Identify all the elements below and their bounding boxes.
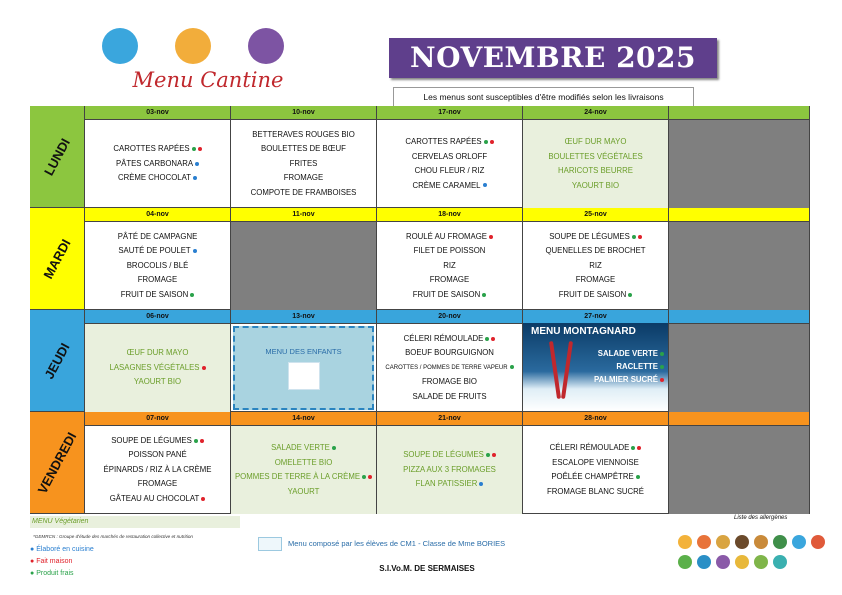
- red-dot-icon: [492, 453, 496, 457]
- date-label: 10-nov: [231, 106, 376, 120]
- allergen-icon: [792, 535, 806, 549]
- cell-content: [85, 222, 230, 310]
- menu-item: CHOU FLEUR / RIZ: [414, 166, 485, 175]
- empty-cell: [669, 208, 810, 309]
- menu-item: PÂTÉ DE CAMPAGNE: [117, 231, 198, 241]
- green-dot-icon: [194, 439, 198, 443]
- menu-item: OMELETTE BIO: [274, 457, 333, 467]
- menu-item: SALADE VERTE: [271, 441, 336, 456]
- menu-item: ÉPINARDS / RIZ À LA CRÈME: [103, 464, 212, 474]
- allergen-icon: [773, 555, 787, 569]
- menu-item: FROMAGE BLANC SUCRÉ: [546, 486, 645, 496]
- day-label: [30, 412, 85, 513]
- allergen-icons: [678, 535, 828, 569]
- green-dot-icon: [332, 446, 336, 450]
- menu-item: POISSON PANÉ: [128, 450, 187, 460]
- menu-item: CERVELAS ORLOFF: [411, 151, 488, 161]
- kids-menu-label: MENU DES ENFANTS: [265, 346, 342, 356]
- menu-cell: [377, 208, 523, 309]
- legend: [30, 544, 94, 580]
- menu-cell: [523, 208, 669, 309]
- date-label: 03-nov: [85, 106, 230, 120]
- green-dot-icon: [484, 140, 488, 144]
- day-cells: [85, 208, 810, 309]
- menu-cell: [231, 310, 377, 411]
- green-dot-icon: [660, 365, 664, 369]
- menu-item: YAOURT BIO: [571, 180, 620, 190]
- cell-content: [523, 426, 668, 514]
- red-dot-icon: [201, 497, 205, 501]
- date-label: 17-nov: [377, 106, 522, 120]
- knife-logo-icon: [175, 28, 211, 64]
- empty-cell: [669, 412, 810, 513]
- menu-item: FRUIT DE SAISON: [413, 288, 486, 303]
- allergen-icon: [773, 535, 787, 549]
- blue-dot-icon: [479, 482, 483, 486]
- red-dot-icon: [638, 235, 642, 239]
- green-dot-icon: [362, 475, 366, 479]
- menu-item: CAROTTES RAPÉES: [405, 135, 493, 150]
- menu-item: PIZZA AUX 3 FROMAGES: [403, 464, 496, 474]
- green-dot-icon: [628, 293, 632, 297]
- menu-item: CRÈME CHOCOLAT: [118, 171, 197, 186]
- allergen-icon: [811, 535, 825, 549]
- menu-cell: [523, 106, 669, 207]
- menu-item: CAROTTES RAPÉES: [113, 142, 201, 157]
- blue-dot-icon: [483, 183, 487, 187]
- cell-content: [231, 222, 376, 310]
- menu-item: GÂTEAU AU CHOCOLAT: [110, 492, 206, 507]
- menu-item: PÂTES CARBONARA: [116, 157, 199, 172]
- day-name: VENDREDI: [34, 429, 80, 496]
- allergen-icon: [735, 535, 749, 549]
- date-label: 21-nov: [377, 412, 522, 426]
- date-label: 24-nov: [523, 106, 668, 120]
- menu-item: FROMAGE: [137, 479, 178, 489]
- day-cells: [85, 412, 810, 513]
- day-cells: [85, 310, 810, 411]
- legend-item: ● Élaboré en cuisine: [30, 546, 94, 553]
- menu-item: QUENELLES DE BROCHET: [545, 246, 646, 256]
- menu-item: CÉLERI RÉMOULADE: [404, 332, 496, 347]
- day-cells: [85, 106, 810, 207]
- organization: S.I.Vo.M. DE SERMAISES: [379, 564, 475, 573]
- blue-dot-icon: [195, 162, 199, 166]
- day-name: LUNDI: [41, 135, 73, 178]
- fork-logo-icon: [102, 28, 138, 64]
- menu-grid: [30, 106, 810, 514]
- green-dot-icon: [482, 293, 486, 297]
- logo-text: Menu Cantine: [132, 68, 284, 92]
- green-dot-icon: [510, 365, 514, 369]
- cell-content: [85, 120, 230, 208]
- mountain-menu-items: [594, 347, 664, 386]
- allergen-icon: [754, 535, 768, 549]
- mountain-menu-title: MENU MONTAGNARD: [531, 326, 636, 337]
- green-dot-icon: [632, 235, 636, 239]
- menu-item: BROCOLIS / BLÉ: [126, 260, 189, 270]
- red-dot-icon: [660, 378, 664, 382]
- green-dot-icon: [192, 147, 196, 151]
- day-row-jeudi: [30, 310, 810, 412]
- menu-item: RACLETTE: [594, 360, 664, 373]
- menu-item: ROULÉ AU FROMAGE: [406, 230, 493, 245]
- menu-item: SAUTÉ DE POULET: [118, 244, 196, 259]
- date-bar: [669, 412, 809, 426]
- menu-item: FROMAGE: [575, 275, 616, 285]
- children-drawing-icon: [288, 362, 320, 390]
- cell-content: [85, 324, 230, 412]
- menu-item: BOULETTES VÉGÉTALES: [548, 151, 643, 161]
- menu-item: ESCALOPE VIENNOISE: [552, 457, 639, 467]
- cell-content: [231, 324, 376, 412]
- cell-content: [85, 426, 230, 514]
- date-bar: [669, 310, 809, 324]
- menu-cell: [231, 412, 377, 513]
- blue-dot-icon: [193, 176, 197, 180]
- allergen-icon: [678, 535, 692, 549]
- allergen-icon: [716, 555, 730, 569]
- cell-content: [377, 222, 522, 310]
- menu-cell: [231, 106, 377, 207]
- menu-item: BOEUF BOURGUIGNON: [405, 348, 494, 358]
- closed-cell: [669, 120, 809, 208]
- date-bar: [669, 208, 809, 222]
- green-dot-icon: [660, 352, 664, 356]
- mountain-menu: [523, 323, 668, 411]
- plate-logo-icon: [248, 28, 284, 64]
- date-bar: [669, 106, 809, 120]
- closed-cell: [669, 426, 809, 514]
- menu-cell: [231, 208, 377, 309]
- red-dot-icon: [202, 366, 206, 370]
- menu-item: POÊLÉE CHAMPÊTRE: [551, 470, 639, 485]
- menu-item: ŒUF DUR MAYO: [564, 137, 627, 146]
- closed-cell: [669, 324, 809, 412]
- menu-item: FROMAGE: [429, 275, 470, 285]
- allergen-icon: [754, 555, 768, 569]
- menu-item: SOUPE DE LÉGUMES: [549, 230, 642, 245]
- green-dot-icon: [631, 446, 635, 450]
- menu-item: ŒUF DUR MAYO: [126, 348, 189, 358]
- allergen-icon: [697, 555, 711, 569]
- menu-item: PALMIER SUCRÉ: [594, 373, 664, 386]
- day-label: [30, 208, 85, 309]
- blue-dot-icon: [193, 249, 197, 253]
- date-label: 25-nov: [523, 208, 668, 222]
- green-dot-icon: [485, 337, 489, 341]
- menu-item: FLAN PATISSIER: [416, 477, 484, 492]
- students-credit: Menu composé par les élèves de CM1 - Classe de Mme BORIES: [258, 537, 505, 551]
- menu-item: LASAGNES VÉGÉTALES: [110, 361, 206, 376]
- ski-icon: [561, 341, 573, 399]
- menu-cell: [85, 412, 231, 513]
- day-row-lundi: [30, 106, 810, 208]
- red-dot-icon: [490, 140, 494, 144]
- red-dot-icon: [198, 147, 202, 151]
- red-dot-icon: [200, 439, 204, 443]
- green-dot-icon: [486, 453, 490, 457]
- date-label: 14-nov: [231, 412, 376, 426]
- cell-content: [523, 222, 668, 310]
- menu-item: FROMAGE BIO: [421, 377, 478, 387]
- date-label: 20-nov: [377, 310, 522, 324]
- menu-item: RIZ: [443, 260, 456, 270]
- date-label: 18-nov: [377, 208, 522, 222]
- menu-item: BETTERAVES ROUGES BIO: [252, 129, 355, 139]
- cell-content: [377, 324, 522, 412]
- kids-menu: [233, 326, 374, 410]
- red-dot-icon: [637, 446, 641, 450]
- menu-item: FRUIT DE SAISON: [559, 288, 632, 303]
- menu-item: FROMAGE: [283, 173, 324, 183]
- date-label: 27-nov: [523, 310, 668, 324]
- green-dot-icon: [190, 293, 194, 297]
- menu-item: HARICOTS BEURRE: [558, 166, 633, 175]
- menu-item: SOUPE DE LÉGUMES: [111, 434, 204, 449]
- closed-cell: [669, 222, 809, 310]
- menu-cell: [523, 310, 669, 411]
- menu-item: POMMES DE TERRE À LA CRÈME: [235, 470, 372, 485]
- day-name: MARDI: [40, 236, 74, 281]
- legend-item: ● Produit frais: [30, 570, 74, 577]
- ski-icon: [549, 341, 561, 399]
- menu-item: FILET DE POISSON: [413, 246, 486, 256]
- menu-cell: [377, 412, 523, 513]
- vegetarian-note: MENU Végétarien: [30, 516, 240, 528]
- cell-content: [377, 120, 522, 208]
- red-dot-icon: [368, 475, 372, 479]
- menu-item: CÉLERI RÉMOULADE: [550, 441, 642, 456]
- allergen-icon: [697, 535, 711, 549]
- menu-item: BOULETTES DE BŒUF: [261, 144, 346, 154]
- menu-item: FROMAGE: [137, 275, 178, 285]
- menu-item: CRÈME CARAMEL: [412, 179, 486, 194]
- menu-item: SOUPE DE LÉGUMES: [403, 448, 496, 463]
- day-label: [30, 310, 85, 411]
- menu-cell: [377, 310, 523, 411]
- menu-item: RIZ: [589, 260, 602, 270]
- menu-item: YAOURT BIO: [133, 377, 182, 387]
- menu-item: YAOURT: [287, 486, 320, 496]
- red-dot-icon: [491, 337, 495, 341]
- empty-cell: [669, 310, 810, 411]
- menu-notice: Les menus sont susceptibles d'être modifiés selon les livraisons: [393, 87, 694, 107]
- cell-content: [523, 120, 668, 208]
- legend-item: ● Fait maison: [30, 558, 73, 565]
- menu-item: FRUIT DE SAISON: [121, 288, 194, 303]
- allergen-icon: [716, 535, 730, 549]
- menu-cell: [377, 106, 523, 207]
- allergens-title: Liste des allergènes: [734, 515, 788, 521]
- day-name: JEUDI: [41, 340, 73, 381]
- menu-cell: [85, 208, 231, 309]
- menu-item: SALADE DE FRUITS: [412, 391, 487, 401]
- allergen-icon: [735, 555, 749, 569]
- gemrcn-note: *GEMRCN : Groupe d'étude des marchés de restauration collective et nutrition: [33, 534, 193, 539]
- menu-item: SALADE VERTE: [594, 347, 664, 360]
- menu-cell: [523, 412, 669, 513]
- cell-content: [377, 426, 522, 514]
- date-label: 06-nov: [85, 310, 230, 324]
- day-row-vendredi: [30, 412, 810, 514]
- menu-item: COMPOTE DE FRAMBOISES: [250, 187, 357, 197]
- day-row-mardi: [30, 208, 810, 310]
- allergen-icon: [678, 555, 692, 569]
- cell-content: [231, 426, 376, 514]
- red-dot-icon: [489, 235, 493, 239]
- menu-item: FRITES: [289, 158, 318, 168]
- cell-content: [231, 120, 376, 208]
- menu-cell: [85, 310, 231, 411]
- menu-item: CAROTTES / POMMES DE TERRE VAPEUR: [385, 361, 513, 376]
- children-drawing-icon: [258, 537, 282, 551]
- empty-cell: [669, 106, 810, 207]
- date-label: 11-nov: [231, 208, 376, 222]
- menu-cell: [85, 106, 231, 207]
- date-label: 04-nov: [85, 208, 230, 222]
- green-dot-icon: [636, 475, 640, 479]
- date-label: 13-nov: [231, 310, 376, 324]
- month-title: NOVEMBRE 2025: [389, 38, 717, 78]
- date-label: 28-nov: [523, 412, 668, 426]
- day-label: [30, 106, 85, 207]
- date-label: 07-nov: [85, 412, 230, 426]
